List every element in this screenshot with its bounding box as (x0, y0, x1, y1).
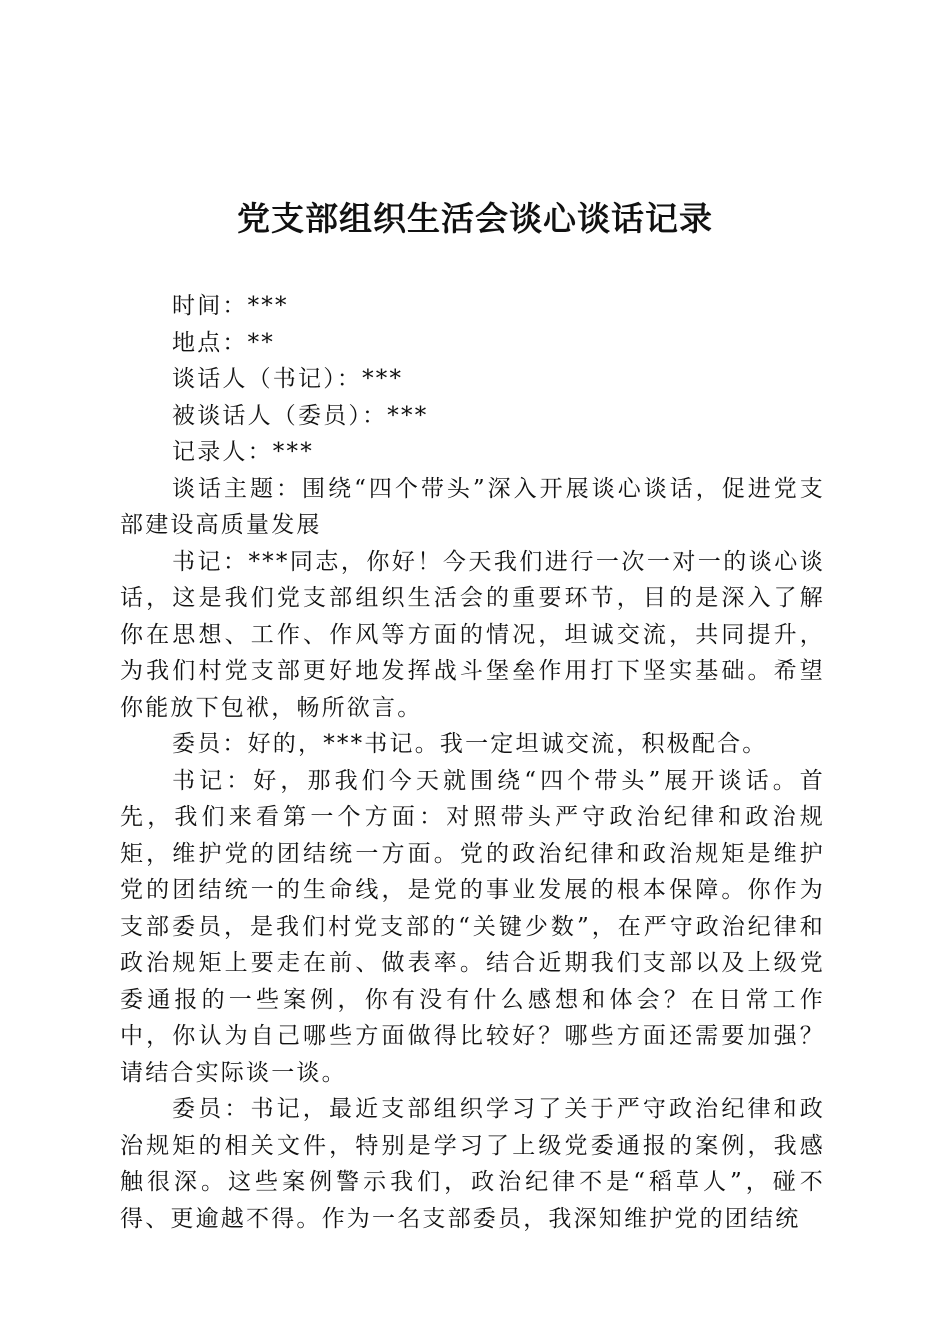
dialogue-paragraph: 书记：好，那我们今天就围绕“四个带头”展开谈话。首先，我们来看第一个方面：对照带头严守政治纪律和政治规矩，维护党的团结统一方面。党的政治纪律和政治规矩是维护党的团结统一的生命线，是党的事业发展的根本保障。你作为支部委员，是我们村党支部的“关键少数”，在严守政治纪律和政治规矩上要走在前、做表率。结合近期我们支部以及上级党委通报的一些案例，你有没有什么感想和体会？在日常工作中，你认为自己哪些方面做得比较好？哪些方面还需要加强？请结合实际谈一谈。 (120, 767, 825, 1086)
meta-interviewer: 谈话人（书记）：*** (172, 366, 404, 392)
dialogue-paragraph: 委员：书记，最近支部组织学习了关于严守政治纪律和政治规矩的相关文件，特别是学习了上级党委通报的案例，我感触很深。这些案例警示我们，政治纪律不是“稻草人”，碰不得、更逾越不得。作为一名支部委员，我深知维护党的团结统 (120, 1096, 825, 1232)
topic-paragraph: 谈话主题：围绕“四个带头”深入开展谈心谈话，促进党支部建设高质量发展 (120, 475, 825, 538)
dialogue-paragraph: 委员：好的，***书记。我一定坦诚交流，积极配合。 (172, 731, 768, 757)
dialogue-paragraph: 书记：***同志，你好！今天我们进行一次一对一的谈心谈话，这是我们党支部组织生活会的重要环节，目的是深入了解你在思想、工作、作风等方面的情况，坦诚交流，共同提升，为我们村党支部更好地发挥战斗堡垒作用打下坚实基础。希望你能放下包袱，畅所欲言。 (120, 548, 825, 721)
meta-recorder: 记录人：*** (172, 439, 314, 465)
meta-interviewee: 被谈话人（委员）：*** (172, 402, 429, 429)
document-body (120, 288, 825, 1237)
document-title: 党支部组织生活会谈心谈话记录 (237, 199, 713, 238)
meta-location: 地点：** (172, 329, 275, 356)
meta-time: 时间：*** (172, 293, 289, 319)
